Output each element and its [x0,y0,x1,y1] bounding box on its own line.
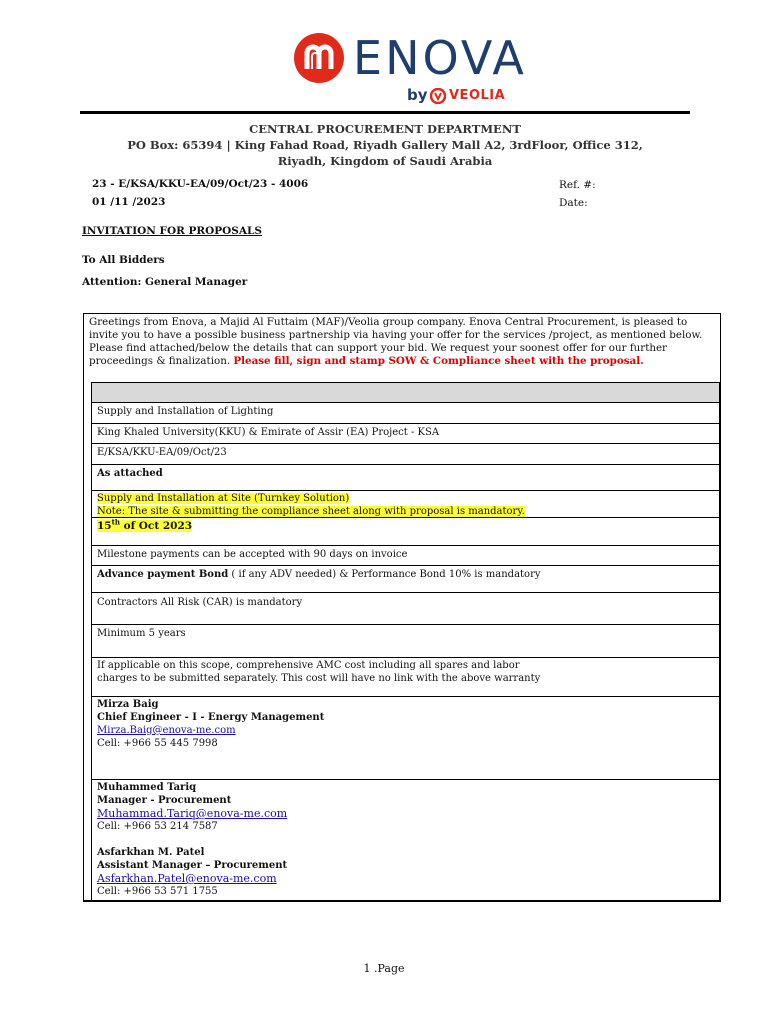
insurance-value: Contractors All Risk (CAR) is mandatory [97,597,303,608]
row-terms [91,490,720,517]
payment-value: Milestone payments can be accepted with 90 days on invoice [97,549,408,560]
department-address-line1: PO Box: 65394 | King Fahad Road, Riyadh Gallery Mall A2, 3rdFloor, Office 312, [127,138,643,152]
table-header-bar [91,382,720,402]
contact-email-link[interactable]: Muhammad.Tariq@enova-me.com [97,807,288,820]
contact-name: Muhammed Tariq [97,782,197,793]
deadline-day: 15 [97,520,112,532]
contact-email-link[interactable]: Asfarkhan.Patel@enova-me.com [97,872,277,885]
attention-line: Attention: General Manager [82,276,248,288]
header-rule [80,111,690,114]
bond-label: Advance payment Bond [97,569,229,580]
amc-line-1: If applicable on this scope, comprehensive AMC cost including all spares and labor [97,660,520,671]
logo-by-text: by [407,86,428,104]
contact-phone: Cell: +966 53 571 1755 [97,886,218,897]
row-payment [91,545,720,565]
ref-number-value: 23 - E/KSA/KKU-EA/09/Oct/23 - 4006 [92,178,309,190]
terms-line-2: Note: The site & submitting the compliance sheet along with proposal is mandatory. [97,506,525,517]
date-value: 01 /11 /2023 [92,196,166,208]
addressee: To All Bidders [82,254,165,266]
bond-value: ( if any ADV needed) & Performance Bond 10% is mandatory [228,569,541,580]
contact-name: Asfarkhan M. Patel [97,847,205,858]
contact-block-technical [91,696,720,779]
amc-line-2: charges to be submitted separately. This cost will have no link with the above warranty [97,673,541,684]
row-deadline [91,517,720,545]
department-name: CENTRAL PROCUREMENT DEPARTMENT [249,122,521,136]
department-address-line2: Riyadh, Kingdom of Saudi Arabia [277,154,493,168]
veolia-logo-icon [430,88,446,104]
contact-title: Chief Engineer - I - Energy Management [97,712,325,723]
row-quantity [91,464,720,490]
scope-value: Supply and Installation of Lighting [97,406,274,417]
row-project [91,423,720,443]
enova-logo [293,30,527,110]
row-insurance [91,592,720,624]
intro-paragraph [89,316,715,368]
contact-phone: Cell: +966 53 214 7587 [97,821,218,832]
intro-emphasis: Please fill, sign and stamp SOW & Compliance sheet with the proposal. [233,355,644,367]
logo-wordmark: ENOVA [353,31,527,85]
contact-block-procurement [91,779,720,902]
row-reference [91,443,720,464]
page-number: 1 .Page [363,962,405,975]
project-value: King Khaled University(KKU) & Emirate of Assir (EA) Project - KSA [97,427,440,438]
contact-title: Assistant Manager – Procurement [97,860,288,871]
terms-line-1: Supply and Installation at Site (Turnkey Solution) [97,493,350,504]
department-header [80,121,690,169]
date-label: Date: [559,197,588,209]
contact-email-link[interactable]: Mirza.Baig@enova-me.com [97,725,236,736]
enova-logo-mark-icon [293,32,345,84]
document-title: INVITATION FOR PROPOSALS [82,225,262,237]
intro-text: Greetings from Enova, a Majid Al Futtaim (MAF)/Veolia group company. Enova Central Procurement, is pleased to invite you to have a possible business partnership via having your offer for the services /project, as mentioned below. Please find attached/below the details that can support your bid. We request your soonest offer for our further proceedings & finalization. [89,316,703,367]
reference-value: E/KSA/KKU-EA/09/Oct/23 [97,447,227,458]
warranty-value: Minimum 5 years [97,628,186,639]
row-warranty [91,624,720,657]
logo-partner-text: VEOLIA [449,88,506,103]
deadline-month: of Oct 2023 [119,520,193,532]
contact-phone: Cell: +966 55 445 7998 [97,738,218,749]
row-scope [91,402,720,423]
row-bond [91,565,720,592]
quantity-value: As attached [97,468,163,479]
contact-name: Mirza Baig [97,699,159,710]
row-amc [91,657,720,696]
ref-label: Ref. #: [559,179,596,191]
contact-title: Manager - Procurement [97,795,232,806]
deadline-suffix: th [111,517,120,527]
